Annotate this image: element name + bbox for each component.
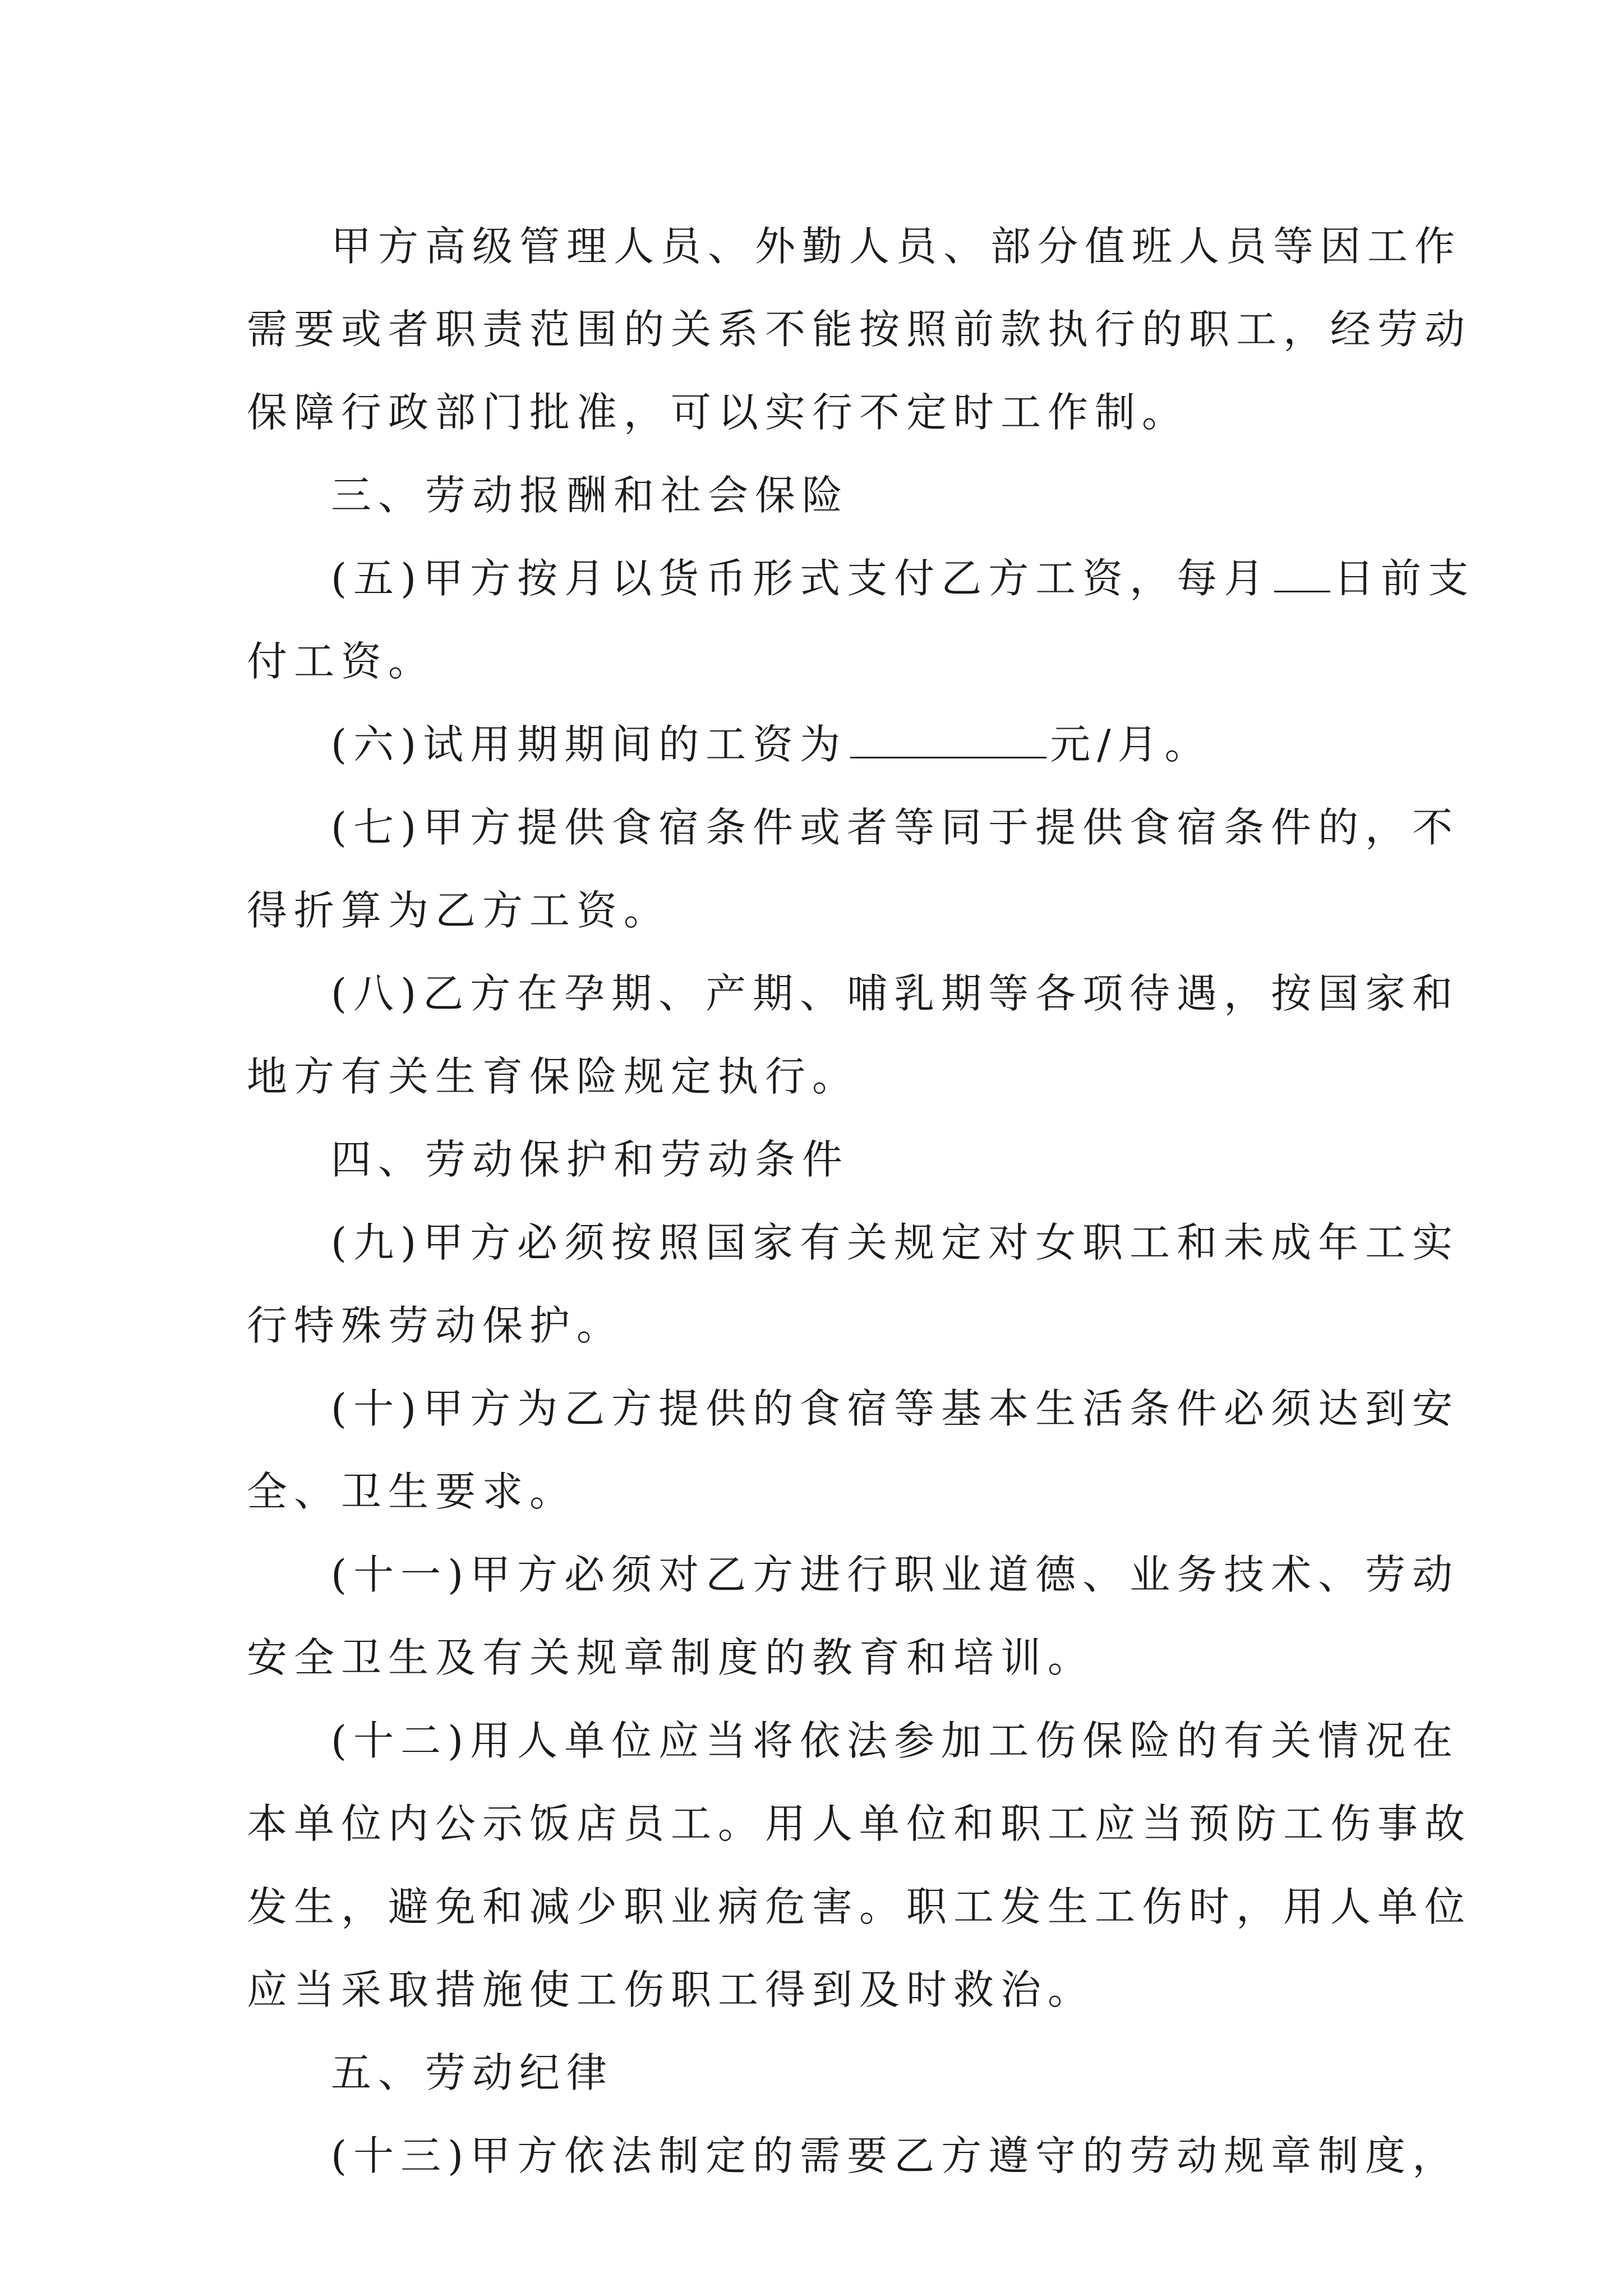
text-line: 应当采取措施使工伤职工得到及时救治。 — [247, 1966, 1095, 2013]
text-line: (八)乙方在孕期、产期、哺乳期等各项待遇，按国家和 — [331, 970, 1460, 1017]
text-line: 发生，避免和减少职业病危害。职工发生工伤时，用人单位 — [247, 1883, 1472, 1930]
clause-5-text-before: (五)甲方按月以货币形式支付乙方工资，每月 — [331, 555, 1271, 602]
trial-wage-blank — [850, 720, 1046, 758]
text-line: (十一)甲方必须对乙方进行职业道德、业务技术、劳动 — [331, 1551, 1460, 1598]
clause-5-text-after: 日前支 — [1334, 555, 1476, 602]
section-heading-remuneration: 三、劳动报酬和社会保险 — [331, 472, 850, 519]
document-page — [247, 205, 1476, 2197]
text-line — [247, 537, 1476, 620]
text-line: 本单位内公示饭店员工。用人单位和职工应当预防工伤事故 — [247, 1800, 1472, 1847]
paragraph-unfixed-hours — [247, 205, 1472, 454]
text-line: 保障行政部门批准，可以实行不定时工作制。 — [247, 389, 1189, 436]
clause-13-rules: (十三)甲方依法制定的需要乙方遵守的劳动规章制度， — [331, 2132, 1460, 2179]
clause-7-board-lodging — [247, 786, 1460, 952]
text-line: 地方有关生育保险规定执行。 — [247, 1053, 860, 1100]
section-heading-protection: 四、劳动保护和劳动条件 — [331, 1136, 850, 1183]
clause-6-text-after: 元/月。 — [1050, 721, 1212, 768]
text-line: (十)甲方为乙方提供的食宿等基本生活条件必须达到安 — [331, 1385, 1460, 1432]
clause-9-special-protection — [247, 1201, 1460, 1367]
text-line: 付工资。 — [247, 638, 436, 685]
text-line: 全、卫生要求。 — [247, 1468, 577, 1515]
clause-5-wage-payment — [247, 537, 1476, 703]
text-line: (九)甲方必须按照国家有关规定对女职工和未成年工实 — [331, 1219, 1460, 1266]
text-line: 安全卫生及有关规章制度的教育和培训。 — [247, 1634, 1095, 1681]
text-line: 甲方高级管理人员、外勤人员、部分值班人员等因工作 — [331, 223, 1462, 270]
text-line: (十二)用人单位应当将依法参加工伤保险的有关情况在 — [331, 1717, 1460, 1764]
clause-10-living-conditions — [247, 1367, 1460, 1533]
text-line: 行特殊劳动保护。 — [247, 1302, 624, 1349]
text-line: 得折算为乙方工资。 — [247, 887, 671, 934]
clause-6-trial-wage — [247, 703, 1391, 786]
clause-12-injury-insurance — [247, 1699, 1472, 2031]
text-line: (七)甲方提供食宿条件或者等同于提供食宿条件的，不 — [331, 804, 1460, 851]
text-line: 需要或者职责范围的关系不能按照前款执行的职工，经劳动 — [247, 306, 1472, 353]
clause-11-training — [247, 1533, 1460, 1699]
clause-6-text-before: (六)试用期期间的工资为 — [331, 721, 847, 768]
clause-8-maternity — [247, 952, 1460, 1118]
payday-blank — [1274, 554, 1330, 592]
section-heading-discipline: 五、劳动纪律 — [331, 2049, 614, 2096]
